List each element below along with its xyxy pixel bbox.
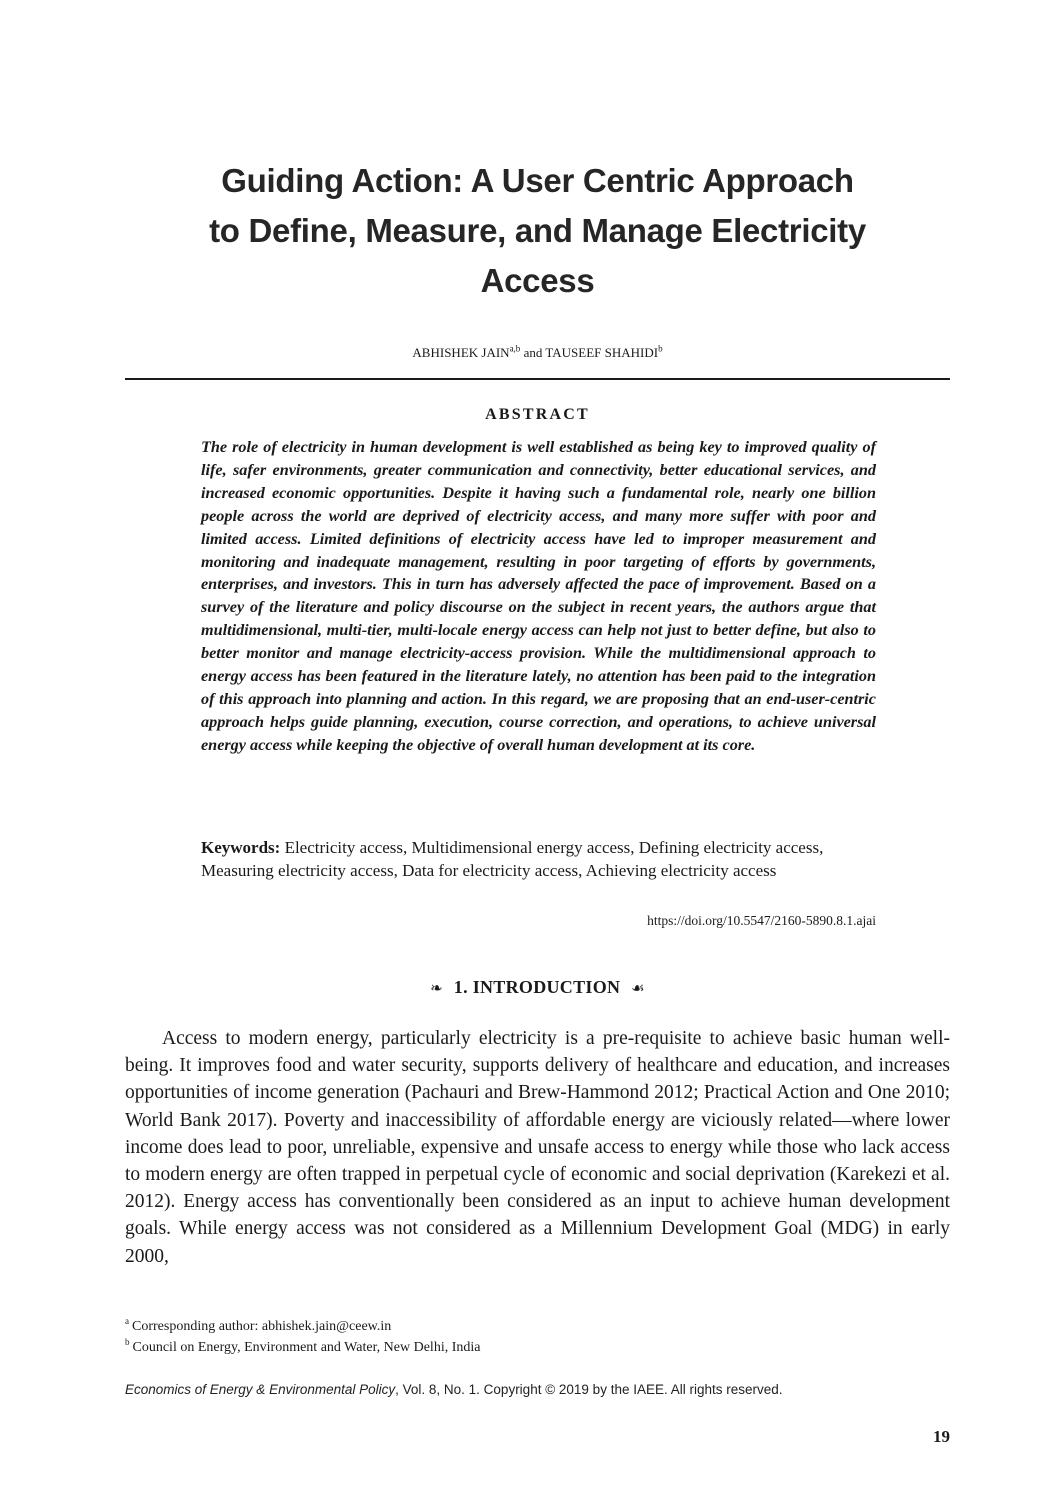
author-1-name: ABHISHEK JAIN	[412, 345, 510, 360]
keywords-label: Keywords:	[201, 838, 281, 857]
introduction-paragraph: Access to modern energy, particularly electricity is a pre-requisite to achieve basic human well-being. It improves food and water security, supports delivery of healthcare and education, and increases opportunities of income generation (Pachauri and Brew-Hammond 2012; Practical Action and One 2010; World Bank 2017). Poverty and inaccessibility of affordable energy are viciously related—where lower income does lead to poor, unreliable, expensive and unsafe access to energy while those who lack access to modern energy are often trapped in perpetual cycle of economic and social deprivation (Karekezi et al. 2012). Energy access has conventionally been considered as an input to achieve human development goals. While energy access was not considered as a Millennium Development Goal (MDG) in early 2000,	[125, 1028, 950, 1267]
right-fleuron-icon: ☙	[631, 981, 645, 997]
paper-title	[125, 156, 950, 306]
journal-name: Economics of Energy & Environmental Policy	[125, 1382, 396, 1397]
title-line-1: Guiding Action: A User Centric Approach	[221, 162, 854, 199]
footnote-a	[125, 1316, 950, 1337]
abstract-heading: ABSTRACT	[485, 406, 590, 423]
left-fleuron-icon: ❧	[430, 981, 443, 997]
title-line-2: to Define, Measure, and Manage Electricity	[209, 212, 866, 249]
section-title: 1. INTRODUCTION	[453, 977, 621, 997]
page-number: 19	[933, 1427, 950, 1446]
author-2-affiliation-marker: b	[658, 343, 663, 354]
footnote-marker: a	[125, 1316, 129, 1327]
footnote-text: Council on Energy, Environment and Water, New Delhi, India	[132, 1340, 481, 1355]
header-rule	[125, 378, 950, 380]
title-line-3: Access	[480, 262, 595, 299]
section-heading-introduction	[125, 977, 950, 998]
author-2-name: TAUSEEF SHAHIDI	[545, 345, 659, 360]
keywords-text: Electricity access, Multidimensional energy access, Defining electricity access, Measuring electricity access, Data for electricity access, Achieving electricity access	[201, 838, 824, 880]
journal-citation	[125, 1382, 950, 1397]
footnote-b	[125, 1337, 950, 1358]
keywords	[201, 836, 876, 882]
author-connector: and	[523, 345, 543, 360]
author-line	[125, 344, 950, 362]
journal-details: , Vol. 8, No. 1. Copyright © 2019 by the IAEE. All rights reserved.	[395, 1382, 783, 1397]
author-1-affiliation-marker: a,b	[509, 343, 521, 354]
abstract-text: The role of electricity in human development is well established as being key to improved quality of life, safer environments, greater communication and connectivity, better educational services, and increased economic opportunities. Despite it having such a fundamental role, nearly one billion people across the world are deprived of electricity access, and many more suffer with poor and limited access. Limited definitions of electricity access have led to improper measurement and monitoring and inadequate management, resulting in poor targeting of efforts by governments, enterprises, and investors. This in turn has adversely affected the pace of improvement. Based on a survey of the literature and policy discourse on the subject in recent years, the authors argue that multidimensional, multi-tier, multi-locale energy access can help not just to better define, but also to better monitor and manage electricity-access provision. While the multidimensional approach to energy access has been featured in the literature lately, no attention has been paid to the integration of this approach into planning and action. In this regard, we are proposing that an end-user-centric approach helps guide planning, execution, course correction, and operations, to achieve universal energy access while keeping the objective of overall human development at its core.	[201, 438, 876, 754]
footnotes	[125, 1316, 950, 1358]
footnote-text: Corresponding author: abhishek.jain@ceew.in	[132, 1319, 392, 1334]
doi-link[interactable]: https://doi.org/10.5547/2160-5890.8.1.ajai	[647, 913, 876, 928]
footnote-marker: b	[125, 1337, 130, 1348]
